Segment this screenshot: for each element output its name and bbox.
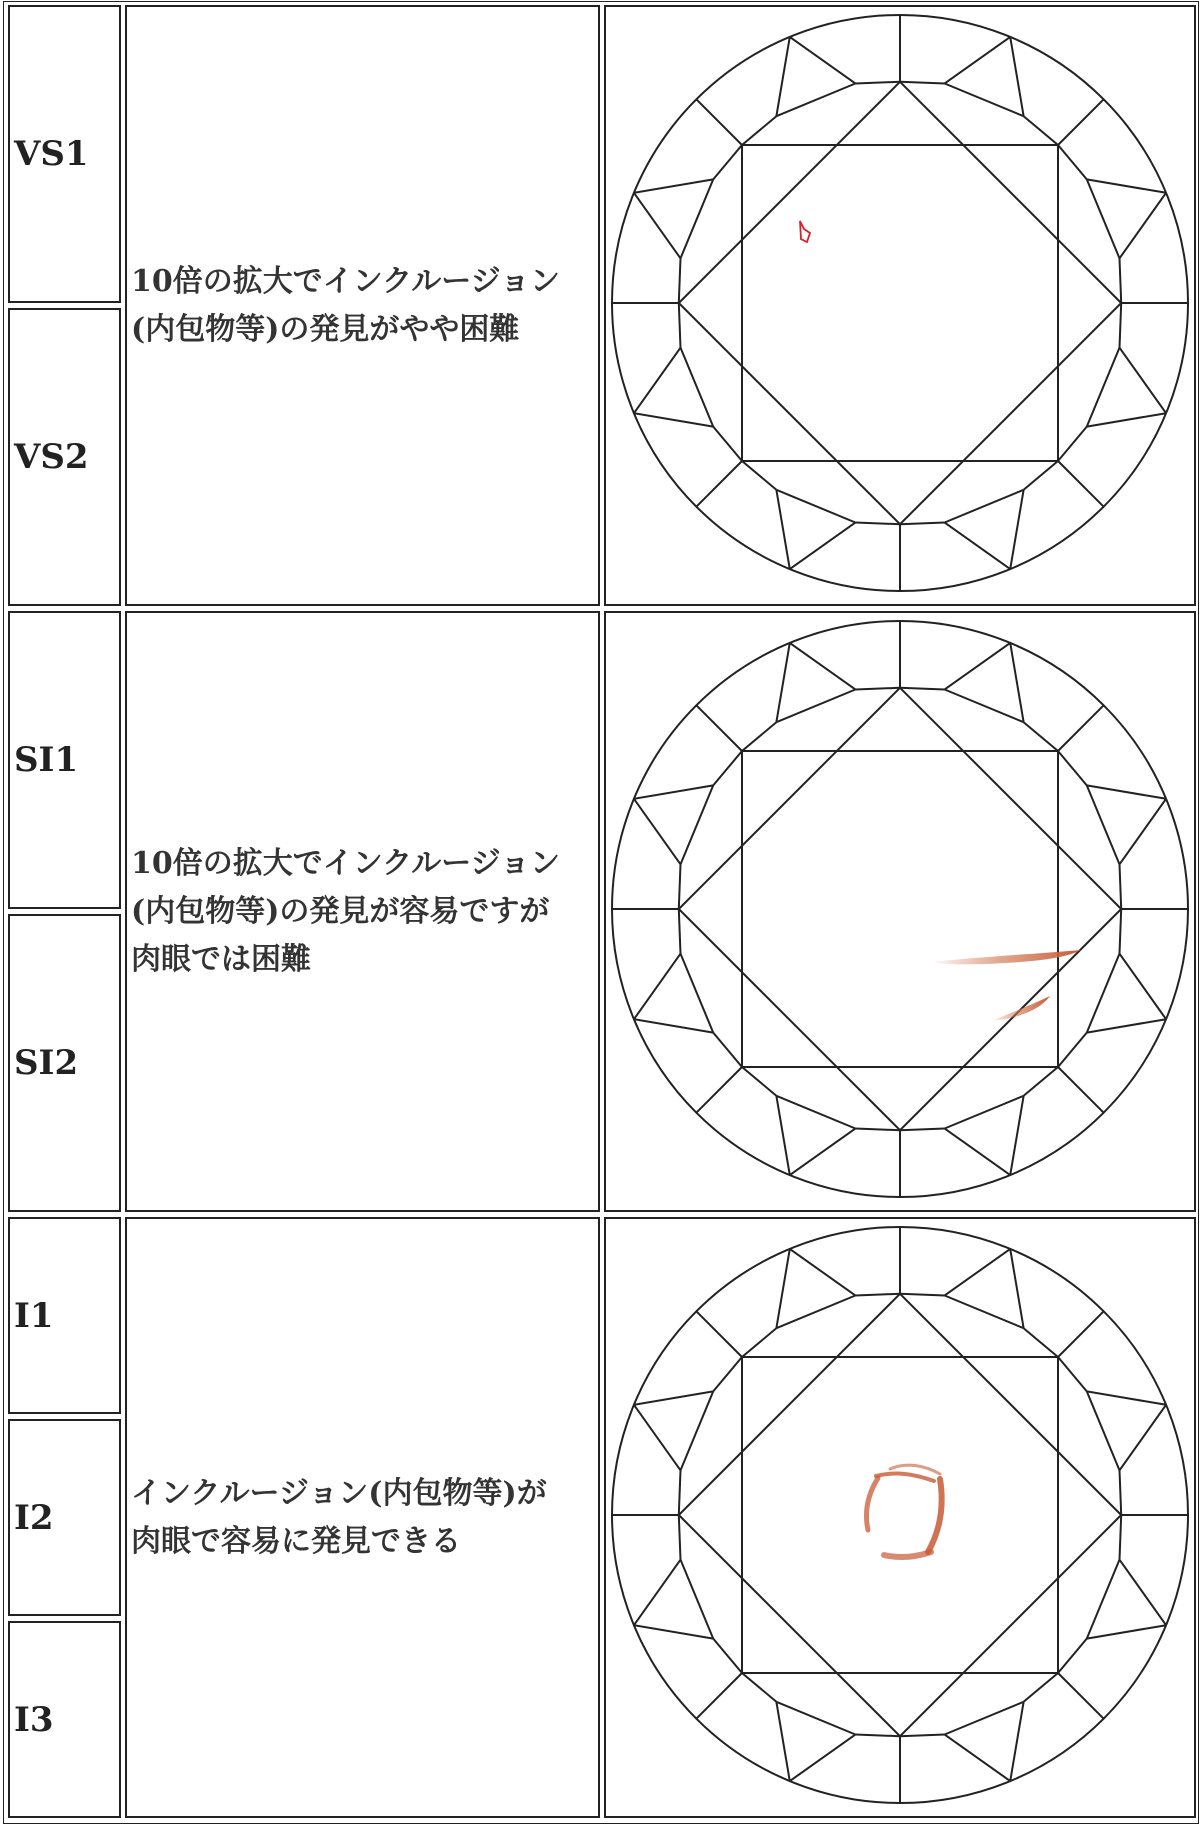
diamond-diagram-cell bbox=[604, 5, 1196, 606]
description-line: 10倍の拡大でインクルージョン bbox=[131, 263, 561, 299]
description-cell bbox=[125, 5, 600, 606]
grade-label: VS1 bbox=[14, 134, 89, 174]
inclusion-mark-icon bbox=[606, 613, 1194, 1210]
grade-label: VS2 bbox=[14, 437, 89, 477]
grade-cell-vs2 bbox=[8, 308, 121, 606]
inclusion-mark-icon bbox=[606, 1219, 1194, 1816]
diamond-diagram-cell bbox=[604, 611, 1196, 1212]
grade-label: I2 bbox=[14, 1497, 54, 1538]
grade-label: SI1 bbox=[14, 740, 79, 780]
grade-cell-si2 bbox=[8, 914, 121, 1212]
description-line: 10倍の拡大でインクルージョン bbox=[131, 845, 561, 881]
inclusion-mark-icon bbox=[606, 7, 1194, 604]
description-line: (内包物等)の発見がやや困難 bbox=[131, 311, 520, 347]
grade-cell-si1 bbox=[8, 611, 121, 909]
description-cell bbox=[125, 1217, 600, 1818]
grade-cell-i1 bbox=[8, 1217, 121, 1414]
diamond-diagram-cell bbox=[604, 1217, 1196, 1818]
description-line: 肉眼で容易に発見できる bbox=[131, 1523, 461, 1559]
grade-label: SI2 bbox=[14, 1043, 79, 1083]
grade-label: I1 bbox=[14, 1295, 54, 1336]
description-cell bbox=[125, 611, 600, 1212]
description-line: (内包物等)の発見が容易ですが bbox=[131, 893, 550, 929]
description-line: 肉眼では困難 bbox=[131, 941, 311, 977]
grade-cell-i2 bbox=[8, 1419, 121, 1616]
grade-cell-i3 bbox=[8, 1621, 121, 1818]
grade-cell-vs1 bbox=[8, 5, 121, 303]
grade-label: I3 bbox=[14, 1699, 54, 1740]
description-line: インクルージョン(内包物等)が bbox=[131, 1475, 547, 1511]
